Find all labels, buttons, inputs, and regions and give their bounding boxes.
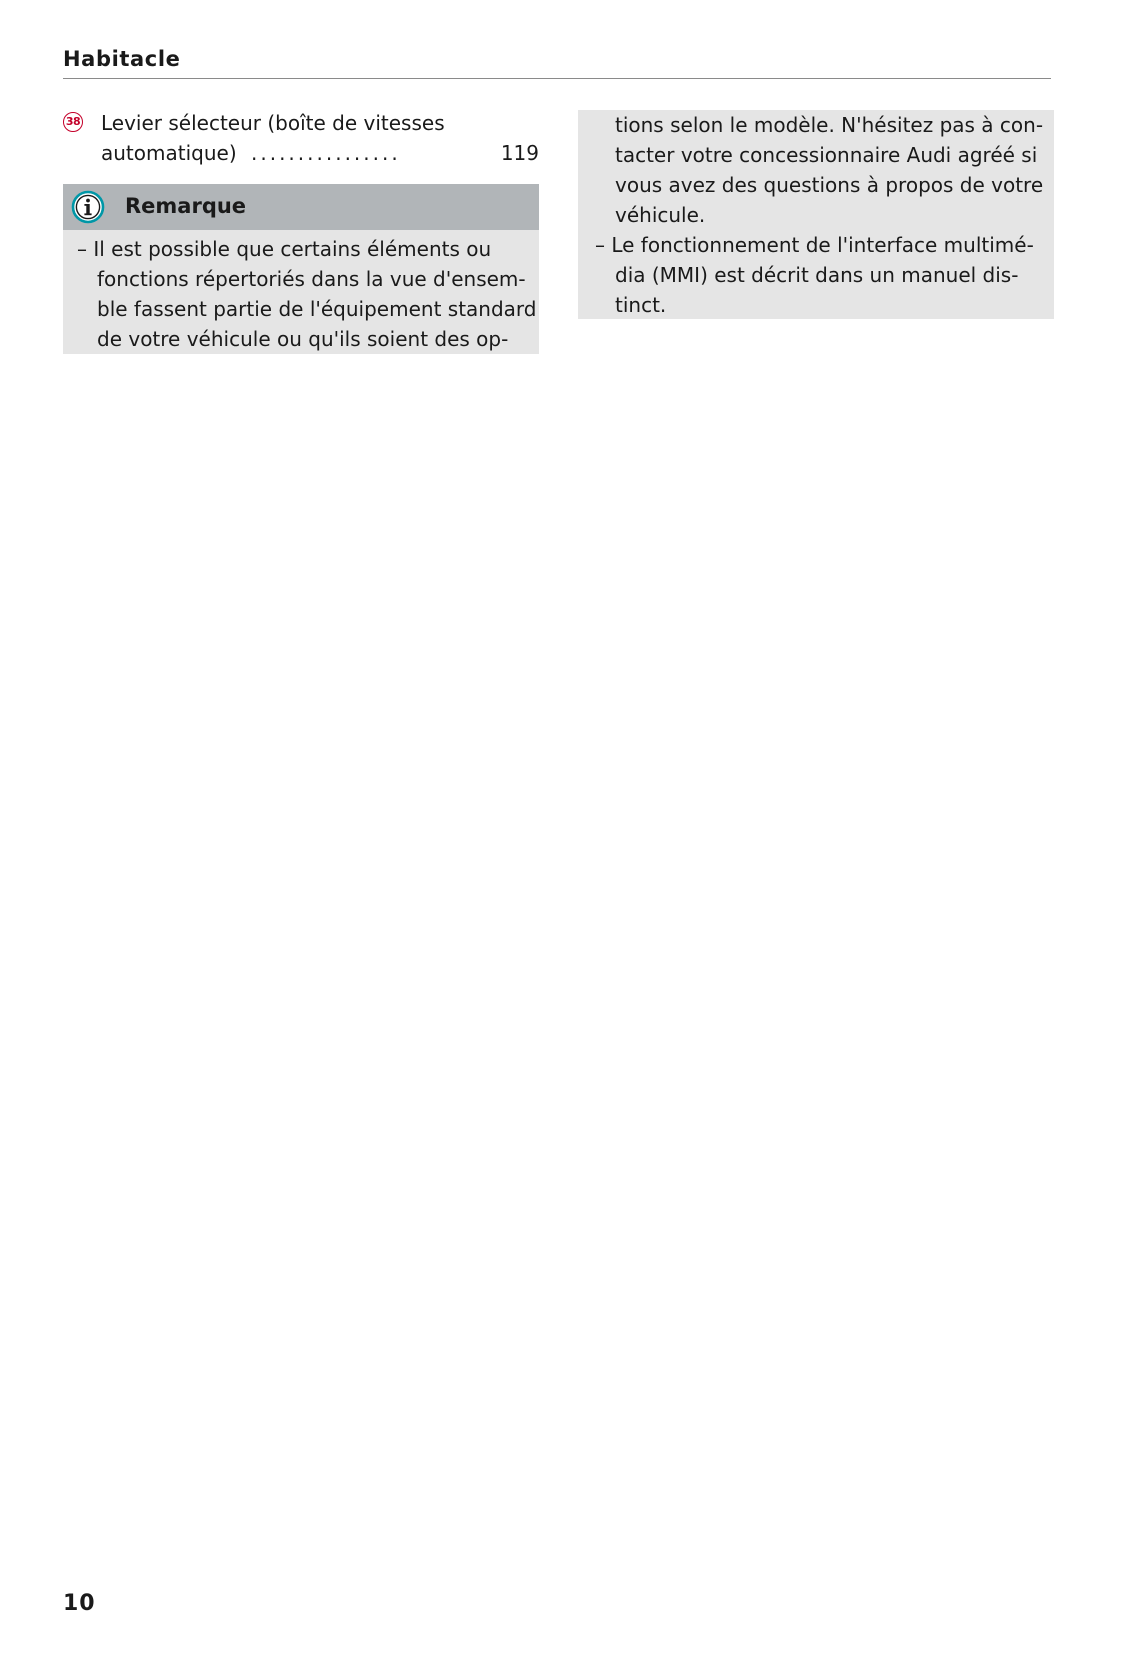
- leader-dots: ................: [251, 141, 401, 165]
- note-text-line: de votre véhicule ou qu'ils soient des op-: [97, 327, 509, 351]
- note-body-left: [77, 234, 537, 354]
- item-page-reference: 119: [500, 141, 539, 165]
- note-box: [63, 184, 539, 354]
- item-label-line1: Levier sélecteur (boîte de vitesses: [101, 111, 445, 135]
- note-text-line: tions selon le modèle. N'hésitez pas à con-: [615, 113, 1044, 137]
- item-label-line2: automatique): [101, 141, 237, 165]
- note-box-continuation: [578, 110, 1054, 319]
- item-number-badge: 38: [63, 112, 83, 132]
- note-text-line: dia (MMI) est décrit dans un manuel dis-: [615, 263, 1019, 287]
- note-title: Remarque: [125, 194, 247, 218]
- note-text-line: tacter votre concessionnaire Audi agréé si: [615, 143, 1038, 167]
- note-body-right: [595, 110, 1050, 320]
- page-header-title: Habitacle: [63, 47, 181, 71]
- note-text-line: – Le fonctionnement de l'interface multimé-: [595, 233, 1034, 257]
- item-label-line2-row: [101, 138, 539, 168]
- note-text-line: tinct.: [615, 293, 667, 317]
- note-text-line: véhicule.: [615, 203, 706, 227]
- info-icon: [71, 190, 105, 224]
- note-text-line: – Il est possible que certains éléments ou: [77, 237, 492, 261]
- note-text-line: fonctions répertoriés dans la vue d'ensem-: [97, 267, 526, 291]
- note-text-line: ble fassent partie de l'équipement standard: [97, 297, 537, 321]
- header-divider: [63, 78, 1051, 79]
- note-header: [63, 184, 539, 230]
- note-text-line: vous avez des questions à propos de votre: [615, 173, 1044, 197]
- page-number: 10: [63, 1591, 96, 1616]
